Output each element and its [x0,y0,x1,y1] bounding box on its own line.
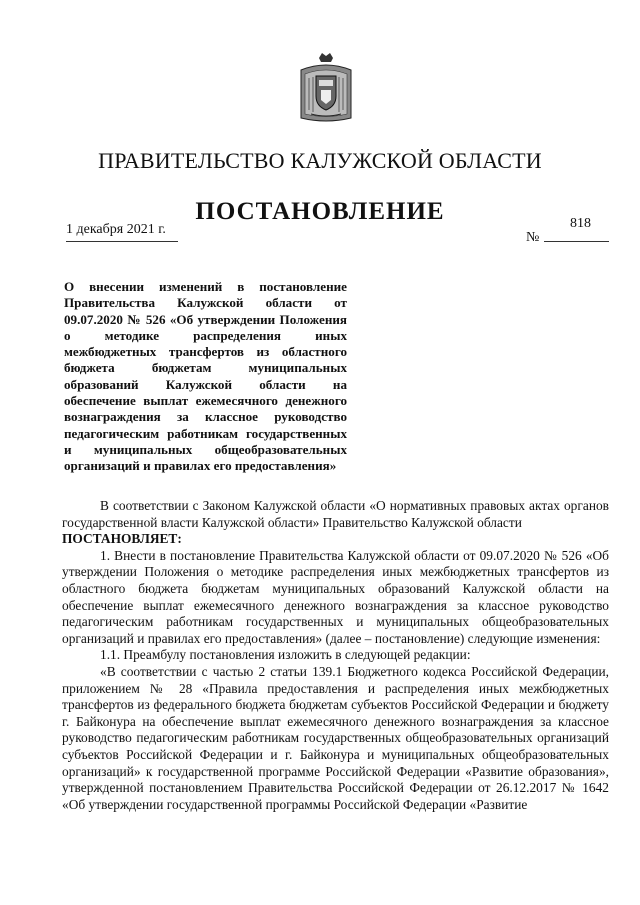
intro-paragraph: В соответствии с Законом Калужской области «О нормативных правовых актах органов государственной власти Калужской области» Правительство Калужской области [62,498,609,530]
item-1-1-paragraph: 1.1. Преамбулу постановления изложить в следующей редакции: [100,647,471,663]
decree-heading: ПОСТАНОВЛЯЕТ: [62,531,182,547]
document-number: 818 [570,216,591,231]
document-subject: О внесении изменений в постановление Правительства Калужской области от 09.07.2020 № 526 «Об утверждении Положения о методике распределения иных межбюджетных трансфертов из областного бюджета бюджетам муниципальных образований Калужской области на обеспечение выплат ежемесячного денежного вознаграждения за классное руководство педагогическим работникам государственных и муниципальных общеобразовательных организаций и правилах его предоставления» [64,279,347,474]
document-date: 1 декабря 2021 г. [66,222,166,237]
preamble-quote-paragraph: «В соответствии с частью 2 статьи 139.1 Бюджетного кодекса Российской Федерации, приложением № 28 «Правила предоставления и распределения иных межбюджетных трансфертов из федерального бюджета бюджетам субъектов Российской Федерации и бюджету г. Байконура на обеспечение выплат ежемесячного денежного вознаграждения за классное руководство педагогическим работникам государственных общеобразовательных организаций субъектов Российской Федерации и г. Байконура и муниципальных общеобразовательных организаций» к государственной программе Российской Федерации «Развитие образования», утвержденной постановлением Правительства Российской Федерации от 26.12.2017 № 1642 «Об утверждении государственной программы Российской Федерации «Развитие [62,663,609,812]
date-underline [66,241,178,242]
coat-of-arms-emblem [297,52,355,122]
number-sign: № [526,230,540,245]
document-body [62,498,609,813]
number-underline [544,241,609,242]
document-type-title: ПОСТАНОВЛЕНИЕ [195,198,445,225]
government-title: ПРАВИТЕЛЬСТВО КАЛУЖСКОЙ ОБЛАСТИ [98,148,542,173]
item-1-paragraph: 1. Внести в постановление Правительства Калужской области от 09.07.2020 № 526 «Об утверждении Положения о методике распределения иных межбюджетных трансфертов из областного бюджета бюджетам муниципальных образований Калужской области на обеспечение выплат ежемесячного денежного вознаграждения за классное руководство педагогическим работникам государственных и муниципальных общеобразовательных организаций и правилах его предоставления» (далее – постановление) следующие изменения: [62,547,609,646]
